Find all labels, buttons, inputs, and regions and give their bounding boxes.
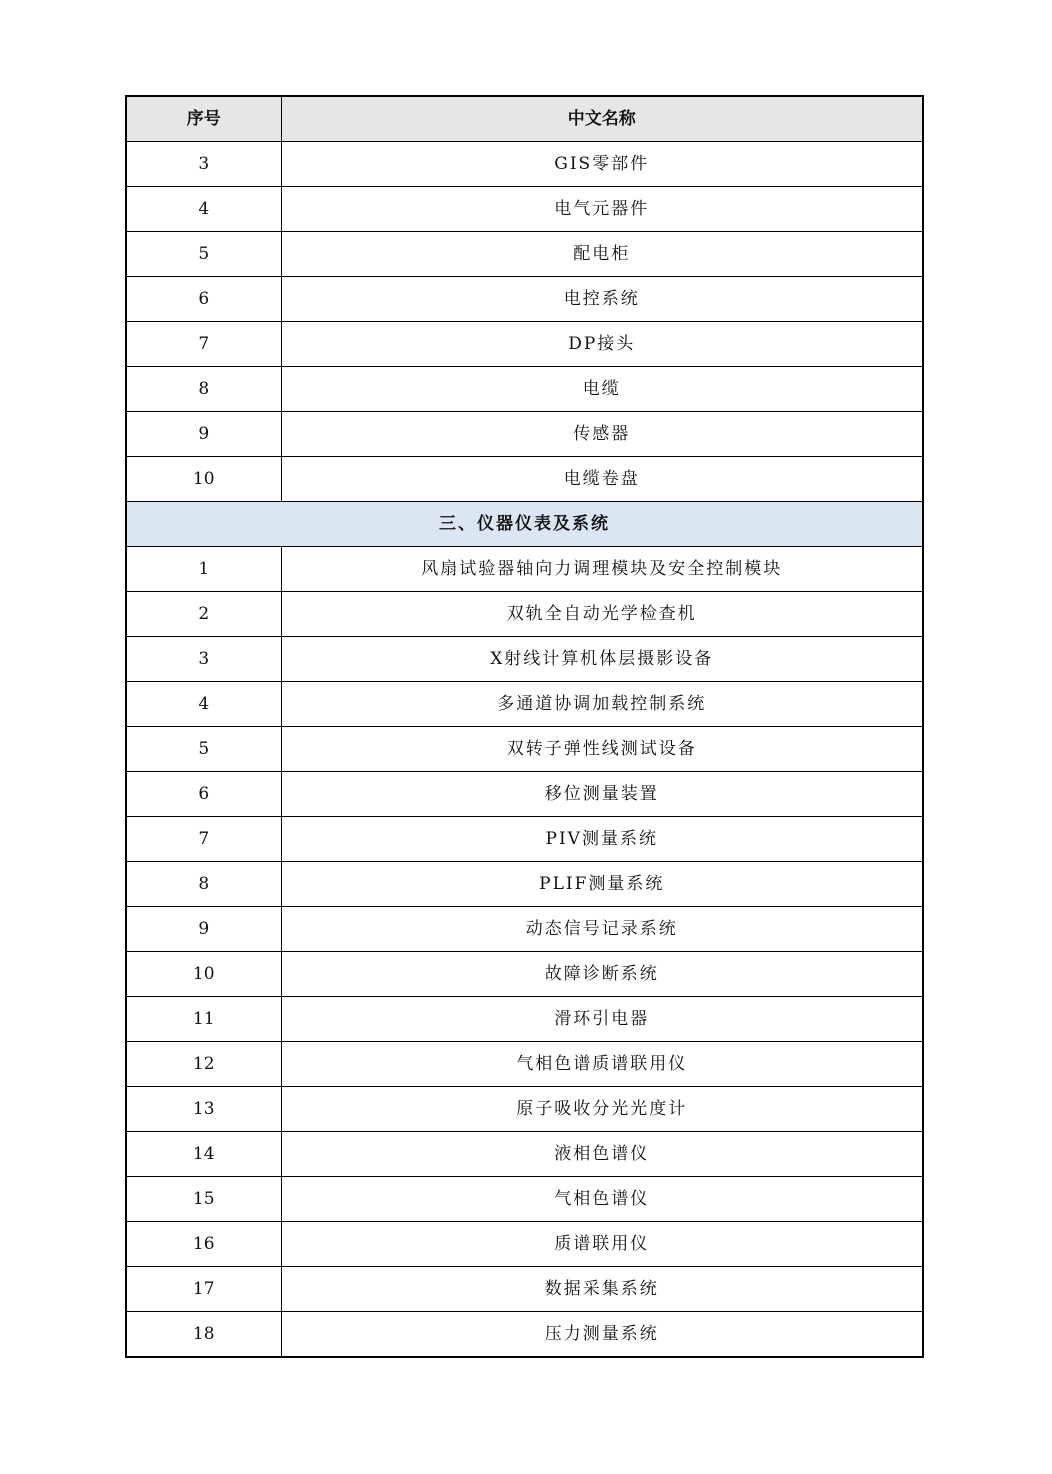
row-name: 电气元器件 — [281, 187, 923, 232]
row-name: 压力测量系统 — [281, 1312, 923, 1358]
row-name: 滑环引电器 — [281, 997, 923, 1042]
row-name: GIS零部件 — [281, 142, 923, 187]
row-number: 12 — [126, 1042, 281, 1087]
row-name: 气相色谱仪 — [281, 1177, 923, 1222]
row-name: 移位测量装置 — [281, 772, 923, 817]
row-number: 1 — [126, 547, 281, 592]
table-row — [126, 907, 923, 952]
row-number: 10 — [126, 952, 281, 997]
row-name: 电缆卷盘 — [281, 457, 923, 502]
row-name: 质谱联用仪 — [281, 1222, 923, 1267]
row-number: 9 — [126, 907, 281, 952]
header-chinese-name: 中文名称 — [281, 96, 923, 142]
row-name: 双轨全自动光学检查机 — [281, 592, 923, 637]
row-number: 17 — [126, 1267, 281, 1312]
row-number: 8 — [126, 862, 281, 907]
table-row — [126, 412, 923, 457]
table-row — [126, 1087, 923, 1132]
table-row — [126, 1177, 923, 1222]
row-number: 6 — [126, 772, 281, 817]
header-serial-number: 序号 — [126, 96, 281, 142]
row-name: 电控系统 — [281, 277, 923, 322]
row-number: 7 — [126, 322, 281, 367]
row-name: 动态信号记录系统 — [281, 907, 923, 952]
row-name: 原子吸收分光光度计 — [281, 1087, 923, 1132]
table-row — [126, 1312, 923, 1358]
row-name: 电缆 — [281, 367, 923, 412]
row-name: 故障诊断系统 — [281, 952, 923, 997]
row-number: 2 — [126, 592, 281, 637]
row-name: 数据采集系统 — [281, 1267, 923, 1312]
table-row — [126, 1132, 923, 1177]
row-number: 5 — [126, 232, 281, 277]
row-number: 6 — [126, 277, 281, 322]
row-name: 传感器 — [281, 412, 923, 457]
table-row — [126, 322, 923, 367]
table-row — [126, 862, 923, 907]
section-header-row — [126, 502, 923, 547]
table-row — [126, 547, 923, 592]
row-number: 8 — [126, 367, 281, 412]
table-row — [126, 142, 923, 187]
row-number: 15 — [126, 1177, 281, 1222]
section-title: 三、仪器仪表及系统 — [126, 502, 923, 547]
row-number: 16 — [126, 1222, 281, 1267]
equipment-table — [125, 95, 924, 1358]
row-number: 7 — [126, 817, 281, 862]
table-row — [126, 277, 923, 322]
table-row — [126, 1042, 923, 1087]
table-row — [126, 952, 923, 997]
table-row — [126, 457, 923, 502]
table-row — [126, 187, 923, 232]
table-row — [126, 682, 923, 727]
row-number: 4 — [126, 682, 281, 727]
row-name: 双转子弹性线测试设备 — [281, 727, 923, 772]
table-row — [126, 367, 923, 412]
table-row — [126, 637, 923, 682]
row-number: 14 — [126, 1132, 281, 1177]
row-name: X射线计算机体层摄影设备 — [281, 637, 923, 682]
table-header-row — [126, 96, 923, 142]
row-number: 18 — [126, 1312, 281, 1358]
table-row — [126, 817, 923, 862]
table-row — [126, 727, 923, 772]
row-name: 液相色谱仪 — [281, 1132, 923, 1177]
row-name: 配电柜 — [281, 232, 923, 277]
row-number: 5 — [126, 727, 281, 772]
table-row — [126, 772, 923, 817]
row-name: PIV测量系统 — [281, 817, 923, 862]
table-row — [126, 997, 923, 1042]
row-number: 10 — [126, 457, 281, 502]
equipment-table-container — [125, 95, 922, 1358]
row-name: 气相色谱质谱联用仪 — [281, 1042, 923, 1087]
row-number: 13 — [126, 1087, 281, 1132]
table-row — [126, 1222, 923, 1267]
row-number: 3 — [126, 637, 281, 682]
table-row — [126, 1267, 923, 1312]
row-name: PLIF测量系统 — [281, 862, 923, 907]
row-number: 11 — [126, 997, 281, 1042]
row-number: 3 — [126, 142, 281, 187]
row-name: DP接头 — [281, 322, 923, 367]
row-name: 风扇试验器轴向力调理模块及安全控制模块 — [281, 547, 923, 592]
row-number: 4 — [126, 187, 281, 232]
table-row — [126, 592, 923, 637]
row-name: 多通道协调加载控制系统 — [281, 682, 923, 727]
table-row — [126, 232, 923, 277]
row-number: 9 — [126, 412, 281, 457]
